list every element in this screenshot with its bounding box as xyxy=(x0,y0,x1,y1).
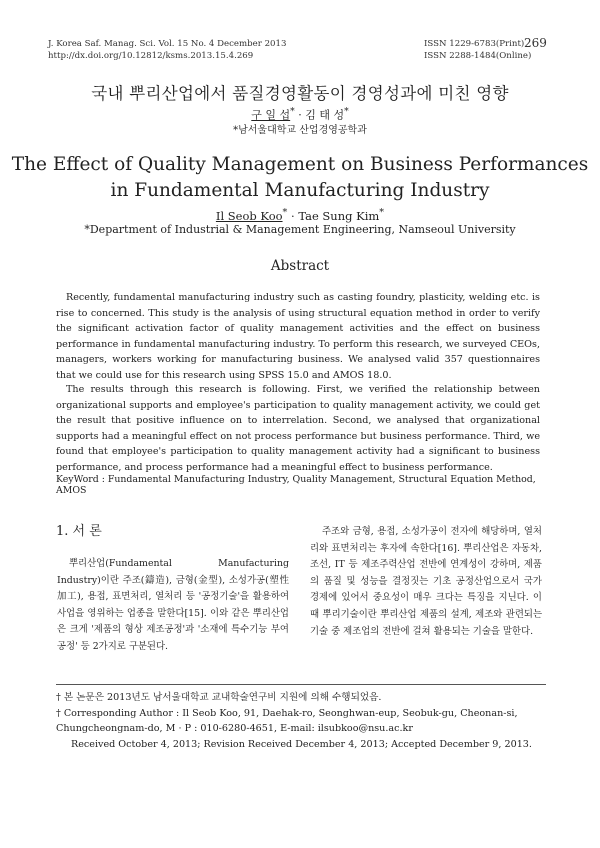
english-author-1: Il Seob Koo xyxy=(215,208,283,223)
intro-left-column: 뿌리산업(Fundamental Manufacturing Industry)이란 주조(鑄造), 금형(金型), 소성가공(塑性加工), 용접, 표면처리, 열처리 등 '공정기술'을 활용하여 사업을 영위하는 업종을 말한다[15]. 이와 같은 뿌리산업은 크게 '제품의 형상 제조공정'과 '소재에 특수기능 부여공정' 등 2가지로 구분된다. xyxy=(57,558,289,652)
footnote-divider xyxy=(56,684,546,685)
abstract-paragraph-2: The results through this research is following. First, we verified the relationship between organizational supports and employee's participation to quality management activity, we could get the result that positive influence on to interrelation. Second, we analysed that organizational supports had a meaningful effect on not process performance but business performance. Third, we found that employee's participation to quality management activity had a significant to business performance, and process performance had a meaningful effect to business performance. xyxy=(56,384,540,473)
english-title-line-2: in Fundamental Manufacturing Industry xyxy=(110,180,490,201)
korean-author-1: 구 일 섭 xyxy=(251,108,291,122)
journal-header-left xyxy=(48,38,286,62)
korean-affiliation: *남서울대학교 산업경영공학과 xyxy=(233,125,367,136)
english-affiliation: *Department of Industrial & Management Engineering, Namseoul University xyxy=(84,223,516,236)
issn-online: ISSN 2288-1484(Online) xyxy=(424,51,532,61)
page-number: 269 xyxy=(524,36,547,50)
received-dates: Received October 4, 2013; Revision Received December 4, 2013; Accepted December 9, 2013. xyxy=(71,739,532,750)
english-author-1-mark: * xyxy=(282,207,288,218)
english-author-2: Tae Sung Kim xyxy=(298,208,380,223)
journal-citation: J. Korea Saf. Manag. Sci. Vol. 15 No. 4 December 2013 xyxy=(48,39,287,49)
author-separator: · xyxy=(287,208,299,223)
journal-header-right xyxy=(424,38,531,62)
author-separator: · xyxy=(294,108,306,122)
korean-author-1-mark: * xyxy=(290,106,295,117)
korean-author-2-mark: * xyxy=(344,106,349,117)
doi-link[interactable]: http://dx.doi.org/10.12812/ksms.2013.15.4.269 xyxy=(48,51,254,61)
english-title xyxy=(0,152,600,204)
english-title-line-1: The Effect of Quality Management on Business Performances xyxy=(11,154,589,175)
english-authors xyxy=(0,207,600,223)
english-author-2-mark: * xyxy=(379,207,385,218)
abstract-paragraph-1: Recently, fundamental manufacturing industry such as casting foundry, plasticity, welding etc. is rise to concerned. This study is the analysis of using structural equation method in order to verify the significant activation factor of quality management activities and the effect on business performance in fundamental manufacturing industry. To perform this research, we surveyed CEOs, managers, workers working for manufacturing business. We analysed valid 357 questionnaires that we could use for this research using SPSS 15.0 and AMOS 18.0. xyxy=(56,292,540,381)
intro-right-column: 주조와 금형, 용접, 소성가공이 전자에 해당하며, 열처리와 표면처리는 후자에 속한다[16]. 뿌리산업은 자동차, 조선, IT 등 제조주력산업 전반에 연계성이 강하며, 제품의 품질 및 성능을 결정짓는 기초 공정산업으로서 국가 경제에 있어서 중요성이 매우 크다는 특징을 지닌다. 이 때 뿌리기술이란 뿌리산업 제품의 설계, 제조와 관련되는 기술 중 제조업의 전반에 걸쳐 활용되는 기술을 말한다. xyxy=(310,526,542,637)
abstract-heading: Abstract xyxy=(270,258,330,274)
section-heading: 1. 서 론 xyxy=(56,524,102,539)
korean-author-2: 김 태 성 xyxy=(305,108,345,122)
funding-footnote: † 본 논문은 2013년도 남서울대학교 교내학술연구비 지원에 의해 수행되었음. xyxy=(56,692,382,703)
issn-print: ISSN 1229-6783(Print) xyxy=(424,39,525,49)
korean-title: 국내 뿌리산업에서 품질경영활동이 경영성과에 미친 영향 xyxy=(91,84,509,103)
corresponding-author-footnote: † Corresponding Author : Il Seob Koo, 91, Daehak-ro, Seonghwan-eup, Seobuk-gu, Cheonan-si, Chungcheongnam-do, M · P : 010-6280-4651, E-mail: ilsubkoo@nsu.ac.kr xyxy=(56,708,518,734)
keywords: KeyWord : Fundamental Manufacturing Industry, Quality Management, Structural Equation Method, AMOS xyxy=(56,474,536,496)
